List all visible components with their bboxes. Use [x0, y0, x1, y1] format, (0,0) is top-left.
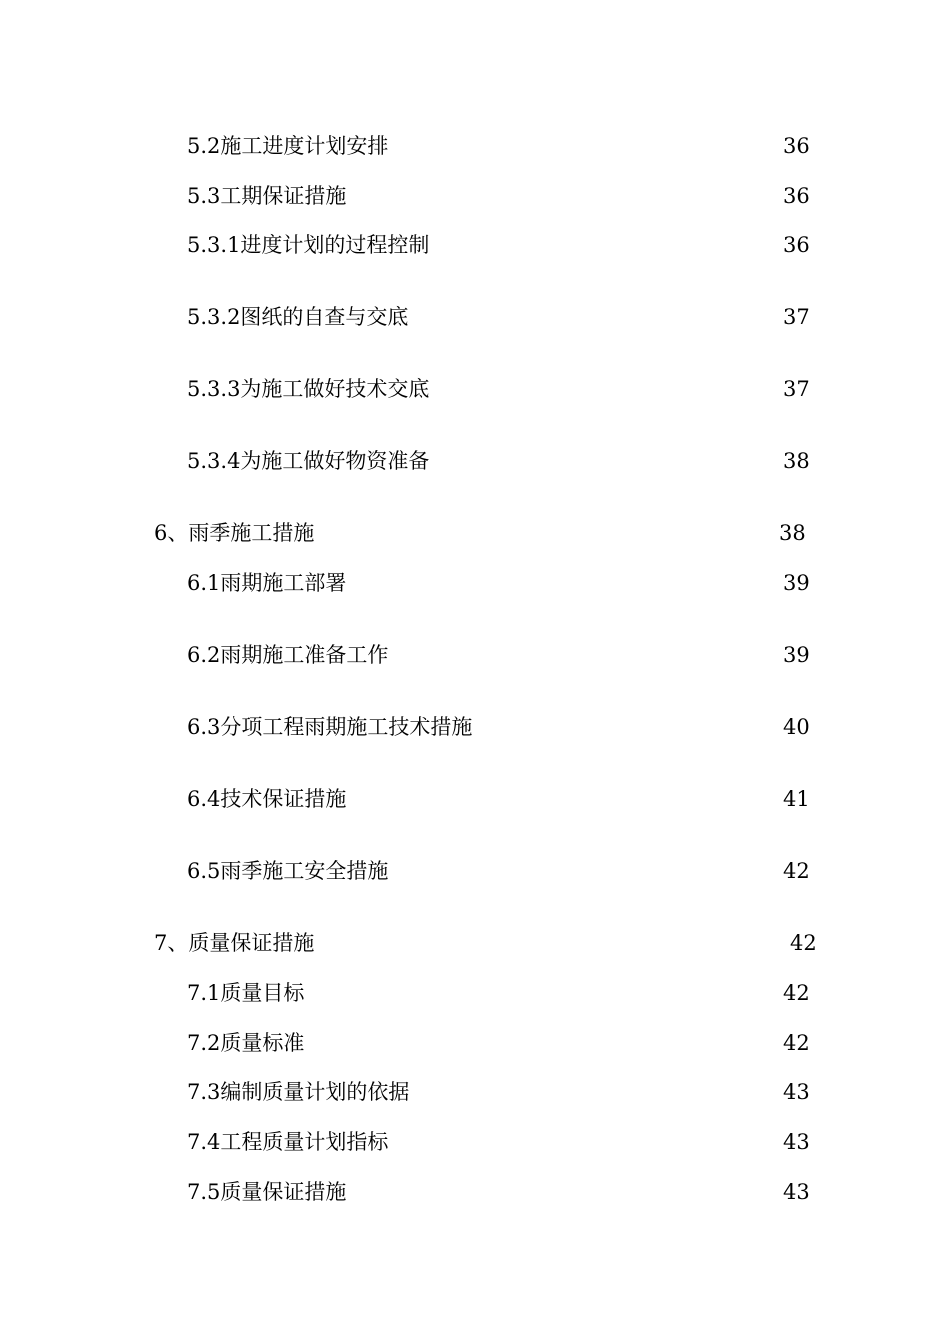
toc-entry[interactable] — [0, 1077, 950, 1107]
toc-entry-label: 5.2施工进度计划安排 — [187, 134, 389, 158]
toc-entry-page: 40 — [783, 715, 810, 739]
toc-entry[interactable] — [0, 1177, 950, 1207]
toc-entry-label: 7.1质量目标 — [187, 981, 305, 1005]
toc-entry-page: 39 — [783, 643, 810, 667]
toc-entry-label: 6.5雨季施工安全措施 — [187, 859, 389, 883]
toc-entry-page: 41 — [783, 787, 810, 811]
toc-entry-label: 6.4技术保证措施 — [187, 787, 347, 811]
toc-entry-page: 42 — [783, 859, 810, 883]
toc-entry-label: 7、质量保证措施 — [154, 931, 315, 955]
toc-entry-label: 5.3.1进度计划的过程控制 — [187, 233, 430, 257]
toc-entry-label: 6.1雨期施工部署 — [187, 571, 347, 595]
toc-entry[interactable] — [0, 446, 950, 476]
toc-entry[interactable] — [0, 640, 950, 670]
toc-entry[interactable] — [0, 181, 950, 211]
toc-entry-page: 39 — [783, 571, 810, 595]
toc-entry-label: 5.3工期保证措施 — [187, 184, 347, 208]
toc-entry[interactable] — [0, 568, 950, 598]
toc-entry[interactable] — [0, 1127, 950, 1157]
toc-entry[interactable] — [0, 712, 950, 742]
toc-entry-page: 37 — [783, 377, 810, 401]
toc-entry[interactable] — [0, 1028, 950, 1058]
toc-entry[interactable] — [0, 856, 950, 886]
toc-entry[interactable] — [0, 978, 950, 1008]
toc-entry-page: 36 — [783, 184, 810, 208]
toc-entry-page: 43 — [783, 1080, 810, 1104]
toc-entry-label: 5.3.4为施工做好物资准备 — [187, 449, 430, 473]
toc-entry-page: 42 — [783, 1031, 810, 1055]
toc-entry-page: 43 — [783, 1130, 810, 1154]
toc-entry-page: 36 — [783, 134, 810, 158]
toc-entry-label: 7.5质量保证措施 — [187, 1180, 347, 1204]
toc-entry-label: 7.3编制质量计划的依据 — [187, 1080, 410, 1104]
toc-entry-page: 43 — [783, 1180, 810, 1204]
toc-entry-page: 38 — [779, 521, 806, 545]
toc-entry[interactable] — [0, 784, 950, 814]
toc-entry-label: 6.3分项工程雨期施工技术措施 — [187, 715, 473, 739]
toc-entry[interactable] — [0, 374, 950, 404]
toc-entry-label: 5.3.3为施工做好技术交底 — [187, 377, 430, 401]
toc-entry[interactable] — [0, 302, 950, 332]
toc-entry-label: 5.3.2图纸的自查与交底 — [187, 305, 409, 329]
toc-entry[interactable] — [0, 518, 950, 548]
toc-entry-label: 7.2质量标准 — [187, 1031, 305, 1055]
toc-entry[interactable] — [0, 928, 950, 958]
toc-entry-page: 42 — [790, 931, 817, 955]
toc-entry-label: 7.4工程质量计划指标 — [187, 1130, 389, 1154]
toc-entry-label: 6.2雨期施工准备工作 — [187, 643, 389, 667]
toc-entry[interactable] — [0, 131, 950, 161]
toc-entry[interactable] — [0, 230, 950, 260]
toc-entry-label: 6、雨季施工措施 — [154, 521, 315, 545]
toc-entry-page: 38 — [783, 449, 810, 473]
toc-entry-page: 37 — [783, 305, 810, 329]
toc-entry-page: 42 — [783, 981, 810, 1005]
toc-entry-page: 36 — [783, 233, 810, 257]
